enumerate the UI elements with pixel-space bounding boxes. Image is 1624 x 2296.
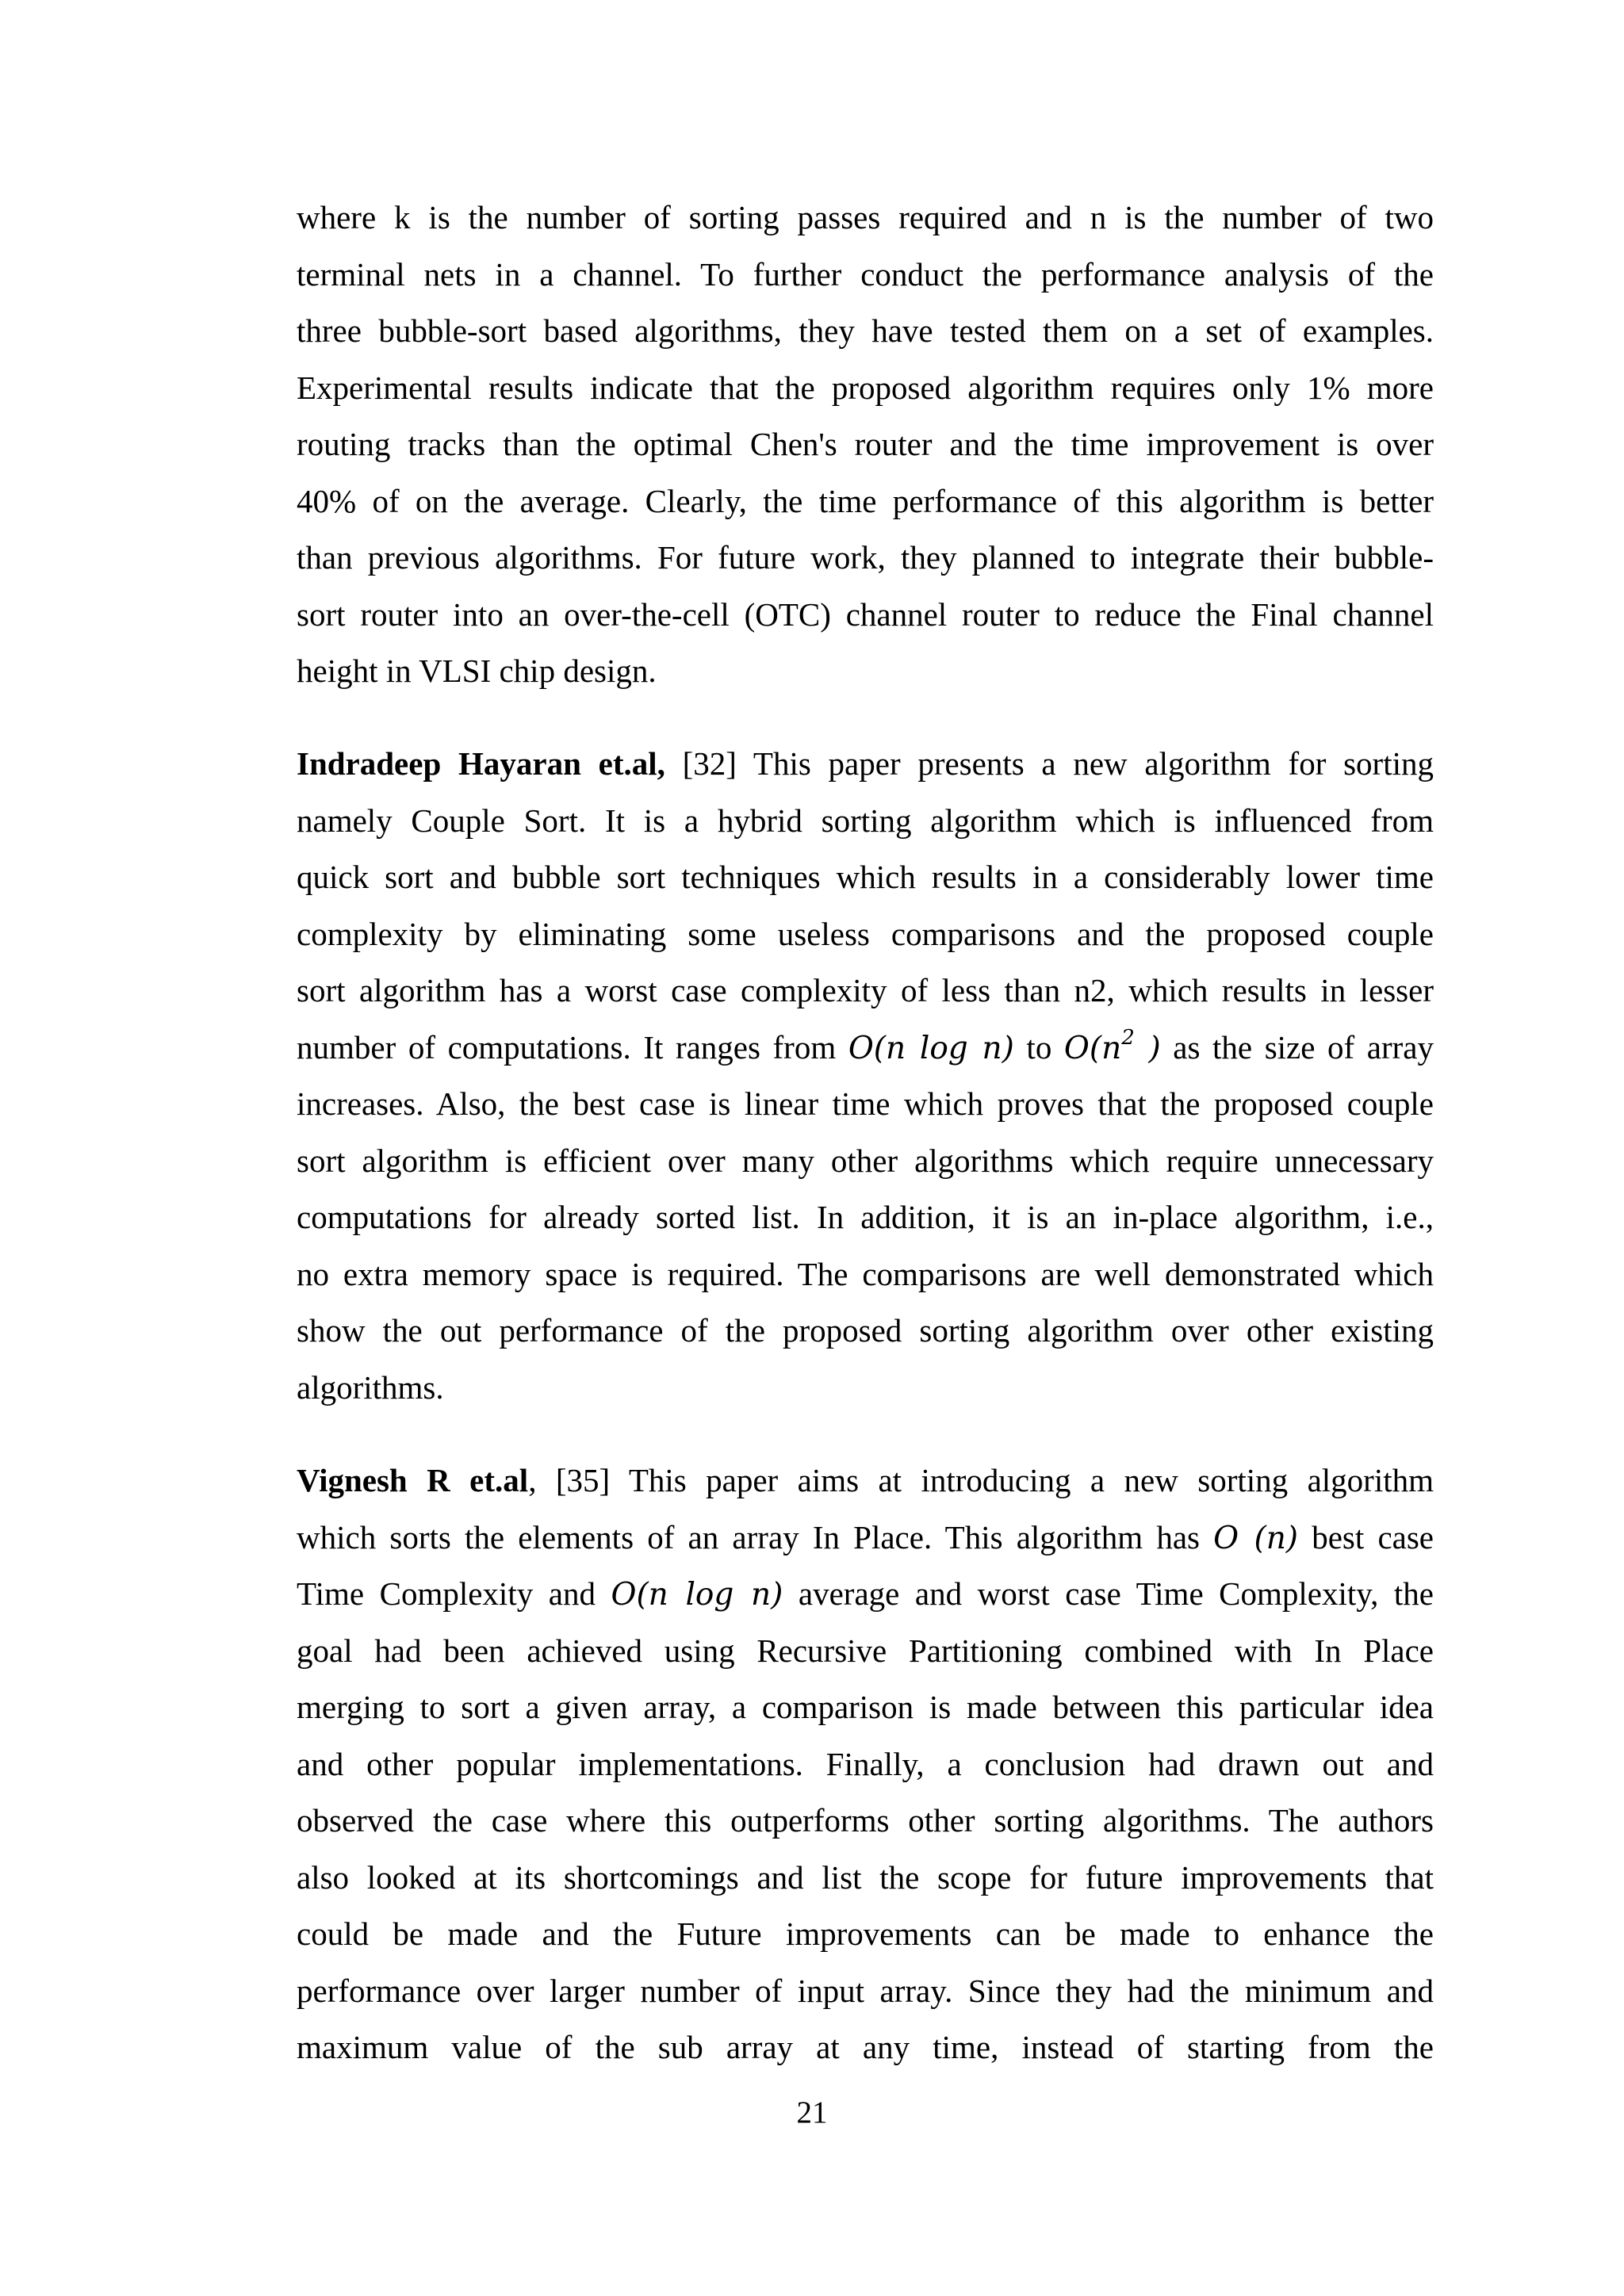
text-line: sort router into an over-the-cell (OTC) channel router to reduce the Final channel	[297, 595, 1434, 633]
text-line: also looked at its shortcomings and list the scope for future improvements that	[297, 1858, 1434, 1896]
text-line: namely Couple Sort. It is a hybrid sorting algorithm which is influenced from	[297, 802, 1434, 839]
text-line: than previous algorithms. For future work, they planned to integrate their bubble-	[297, 539, 1434, 576]
paragraph-1	[297, 189, 1434, 700]
text-line: where k is the number of sorting passes required and n is the number of two	[297, 199, 1434, 235]
text-line	[297, 736, 1434, 793]
text-span: best case	[1298, 1518, 1434, 1556]
math-close: )	[1134, 1030, 1161, 1066]
text-line	[297, 1510, 1434, 1567]
text-span: , [35] This paper aims at introducing a new sorting algorithm	[528, 1462, 1434, 1498]
text-line	[297, 1452, 1434, 1510]
text-line: algorithms.	[297, 1368, 444, 1406]
math-expression: O (n)	[1213, 1520, 1299, 1556]
math-base: O(n	[1063, 1030, 1122, 1066]
text-line: could be made and the Future improvements can be made to enhance the	[297, 1915, 1434, 1952]
text-line: 40% of on the average. Clearly, the time performance of this algorithm is better	[297, 482, 1434, 519]
text-line: observed the case where this outperforms other sorting algorithms. The authors	[297, 1802, 1434, 1839]
text-line: no extra memory space is required. The comparisons are well demonstrated which	[297, 1255, 1434, 1292]
text-span: Time Complexity and	[297, 1575, 611, 1612]
text-line: computations for already sorted list. In addition, it is an in-place algorithm, i.e.,	[297, 1199, 1434, 1235]
text-line: quick sort and bubble sort techniques which results in a considerably lower time	[297, 859, 1434, 895]
text-line: goal had been achieved using Recursive Partitioning combined with In Place	[297, 1632, 1434, 1669]
text-line: merging to sort a given array, a comparison is made between this particular idea	[297, 1689, 1434, 1725]
math-expression	[1063, 1025, 1161, 1066]
paragraph-2	[297, 736, 1434, 1416]
text-line: maximum value of the sub array at any time, instead of starting from the	[297, 2029, 1434, 2065]
text-line	[297, 1566, 1434, 1623]
author-name: Indradeep Hayaran et.al,	[297, 745, 665, 782]
text-line: three bubble-sort based algorithms, they have tested them on a set of examples.	[297, 312, 1434, 349]
text-line: performance over larger number of input array. Since they had the minimum and	[297, 1972, 1434, 2009]
text-line: complexity by eliminating some useless comparisons and the proposed couple	[297, 915, 1434, 952]
text-line: Experimental results indicate that the proposed algorithm requires only 1% more	[297, 369, 1434, 406]
paragraph-3	[297, 1452, 1434, 2076]
text-span: [32] This paper presents a new algorithm for sorting	[665, 745, 1434, 782]
text-span: as the size of array	[1160, 1028, 1434, 1066]
text-line: and other popular implementations. Finally, a conclusion had drawn out and	[297, 1745, 1434, 1782]
text-line: sort algorithm has a worst case complexity of less than n2, which results in lesser	[297, 972, 1434, 1008]
text-line: height in VLSI chip design.	[297, 652, 657, 689]
text-line: routing tracks than the optimal Chen's router and the time improvement is over	[297, 426, 1434, 462]
text-line: terminal nets in a channel. To further conduct the performance analysis of the	[297, 255, 1434, 293]
math-exponent: 2	[1121, 1025, 1135, 1050]
math-expression: O(n log n)	[848, 1030, 1014, 1066]
text-line	[297, 1020, 1434, 1077]
text-line: increases. Also, the best case is linear time which proves that the proposed couple	[297, 1085, 1434, 1122]
page-number: 21	[796, 2095, 828, 2130]
text-line: show the out performance of the proposed sorting algorithm over other existing	[297, 1312, 1434, 1349]
text-span: to	[1013, 1028, 1064, 1066]
text-span: average and worst case Time Complexity, the	[783, 1575, 1434, 1612]
author-name: Vignesh R et.al	[297, 1462, 529, 1498]
text-span: which sorts the elements of an array In Place. This algorithm has	[297, 1518, 1214, 1556]
text-span: number of computations. It ranges from	[297, 1028, 848, 1066]
math-expression: O(n log n)	[611, 1577, 783, 1613]
text-line: sort algorithm is efficient over many other algorithms which require unnecessary	[297, 1142, 1434, 1179]
